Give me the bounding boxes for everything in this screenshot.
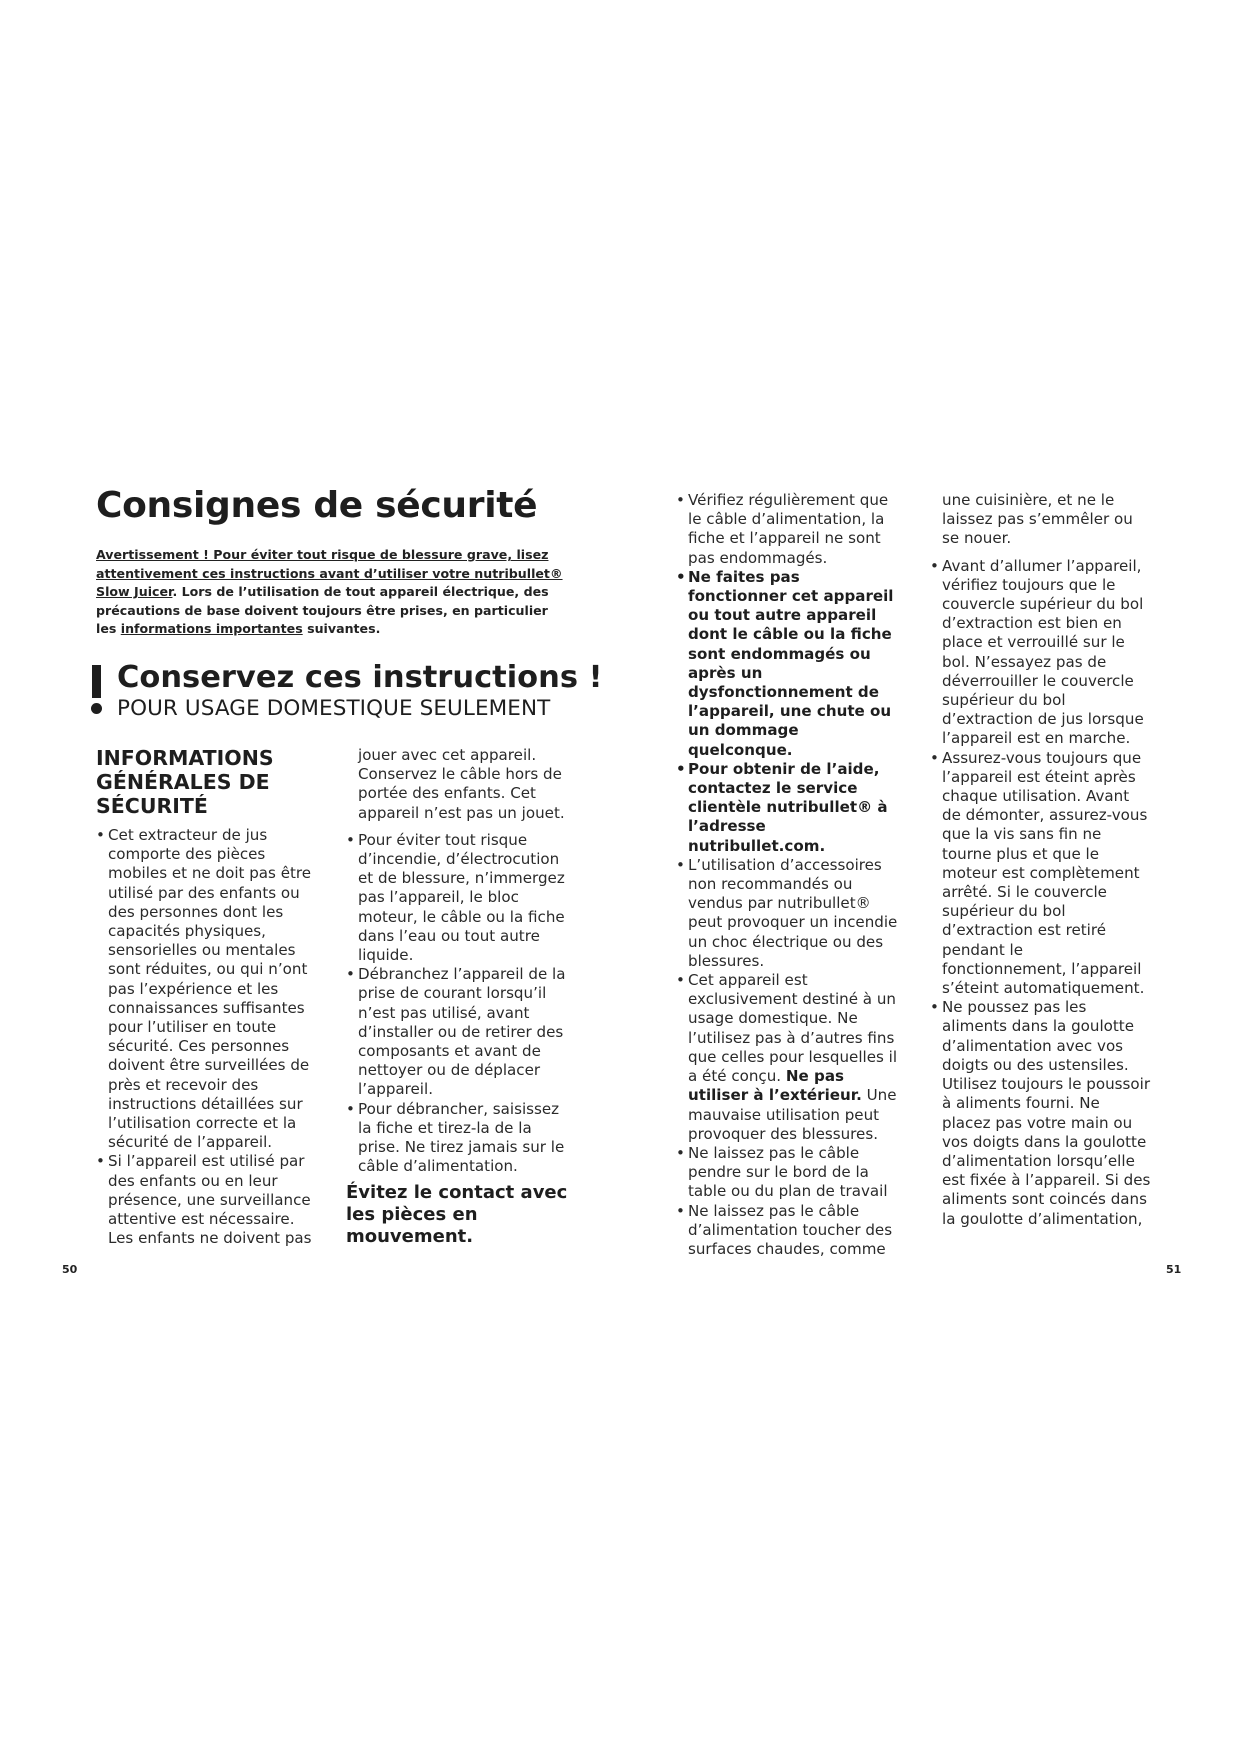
list-item: • Ne laissez pas le câble pendre sur le bord de la table ou du plan de travail <box>676 1144 898 1202</box>
list-item: • Pour éviter tout risque d’incendie, d’électrocution et de blessure, n’immergez pas l’appareil, le bloc moteur, le câble ou la fiche dans l’eau ou tout autre liquide. <box>346 831 568 965</box>
column-2 <box>346 746 568 1248</box>
list-item: • Ne laissez pas le câble d’alimentation toucher des surfaces chaudes, comme <box>676 1202 898 1260</box>
warning-underlined: Avertissement ! Pour éviter tout risque de blessure grave, lisez attentivement ces instructions avant d’utiliser votre nutribullet® Slow Juicer <box>96 547 563 600</box>
list-item: • Ne faites pas fonctionner cet appareil ou tout autre appareil dont le câble ou la fiche sont endommagés ou après un dysfonctionnement de l’appareil, une chute ou un dommage quelconque. <box>676 568 898 760</box>
moving-parts-subheading: Évitez le contact avec les pièces en mouvement. <box>346 1182 568 1248</box>
list-item <box>676 971 898 1144</box>
column-continuation: jouer avec cet appareil. Conservez le câble hors de portée des enfants. Cet appareil n’est pas un jouet. <box>358 746 565 822</box>
left-page <box>0 0 620 1754</box>
list-item: • Débranchez l’appareil de la prise de courant lorsqu’il n’est pas utilisé, avant d’installer ou de retirer des composants et avant de nettoyer ou de déplacer l’appareil. <box>346 965 568 1099</box>
domestic-use-subtitle: POUR USAGE DOMESTIQUE SEULEMENT <box>117 696 551 721</box>
keep-instructions-block <box>90 660 610 720</box>
column-4 <box>930 491 1152 1229</box>
column-continuation: une cuisinière, et ne le laissez pas s’emmêler ou se nouer. <box>942 491 1133 548</box>
list-item: • Ne poussez pas les aliments dans la goulotte d’alimentation avec vos doigts ou des ustensiles. Utilisez toujours le poussoir à aliments fourni. Ne placez pas votre main ou vos doigts dans la goulotte d’alimentation lorsqu’elle est fixée à l’appareil. Si des aliments sont coincés dans la goulotte d’alimentation, <box>930 998 1152 1228</box>
list-item: • Avant d’allumer l’appareil, vérifiez toujours que le couvercle supérieur du bol d’extraction est bien en place et verrouillé sur le bol. N’essayez pas de déverrouiller le couvercle supérieur du bol d’extraction de jus lorsque l’appareil est en marche. <box>930 557 1152 749</box>
list-item: • Vérifiez régulièrement que le câble d’alimentation, la fiche et l’appareil ne sont pas endommagés. <box>676 491 898 568</box>
outdoor-warning: Ne pas utiliser à l’extérieur. <box>688 1067 862 1105</box>
warning-paragraph <box>96 546 566 639</box>
page-title: Consignes de sécurité <box>96 485 538 526</box>
warning-underlined-b: informations importantes <box>120 621 303 637</box>
list-item: • Pour obtenir de l’aide, contactez le service clientèle nutribullet® à l’adresse nutribullet.com. <box>676 760 898 856</box>
warning-text-b: suivantes. <box>302 621 381 637</box>
page-number-right: 51 <box>1166 1263 1182 1276</box>
list-item-text: Une mauvaise utilisation peut provoquer des blessures. <box>688 1086 897 1143</box>
warning-text-a: . Lors de l’utilisation de tout appareil électrique, des précautions de base doivent toujours être prises, en particulier les <box>96 584 549 637</box>
list-item: • Cet extracteur de jus comporte des pièces mobiles et ne doit pas être utilisé par des enfants ou des personnes dont les capacités physiques, sensorielles ou mentales sont réduites, ou qui n’ont pas l’expérience et les connaissances suffisantes pour l’utiliser en toute sécurité. Ces personnes doivent être surveillées de près et recevoir des instructions détaillées sur l’utilisation correcte et la sécurité de l’appareil. <box>96 826 318 1152</box>
column-3 <box>676 491 898 1259</box>
list-item: • L’utilisation d’accessoires non recommandés ou vendus par nutribullet® peut provoquer un incendie un choc électrique ou des blessures. <box>676 856 898 971</box>
keep-instructions-title: Conservez ces instructions ! <box>117 660 603 695</box>
list-item: • Assurez-vous toujours que l’appareil est éteint après chaque utilisation. Avant de démonter, assurez-vous que la vis sans fin ne tourne plus et que le moteur est complètement arrêté. Si le couvercle supérieur du bol d’extraction est retiré pendant le fonctionnement, l’appareil s’éteint automatiquement. <box>930 749 1152 999</box>
page-number-left: 50 <box>62 1263 78 1276</box>
list-item: • Si l’appareil est utilisé par des enfants ou en leur présence, une surveillance attentive est nécessaire. Les enfants ne doivent pas <box>96 1152 318 1248</box>
right-page <box>621 0 1241 1754</box>
section-heading: INFORMATIONS GÉNÉRALES DE SÉCURITÉ <box>96 746 274 818</box>
column-1 <box>96 746 318 1248</box>
list-item: • Pour débrancher, saisissez la fiche et tirez-la de la prise. Ne tirez jamais sur le câble d’alimentation. <box>346 1100 568 1177</box>
list-item-text: Cet appareil est exclusivement destiné à un usage domestique. Ne l’utilisez pas à d’autres fins que celles pour lesquelles il a été conçu. <box>688 971 898 1086</box>
